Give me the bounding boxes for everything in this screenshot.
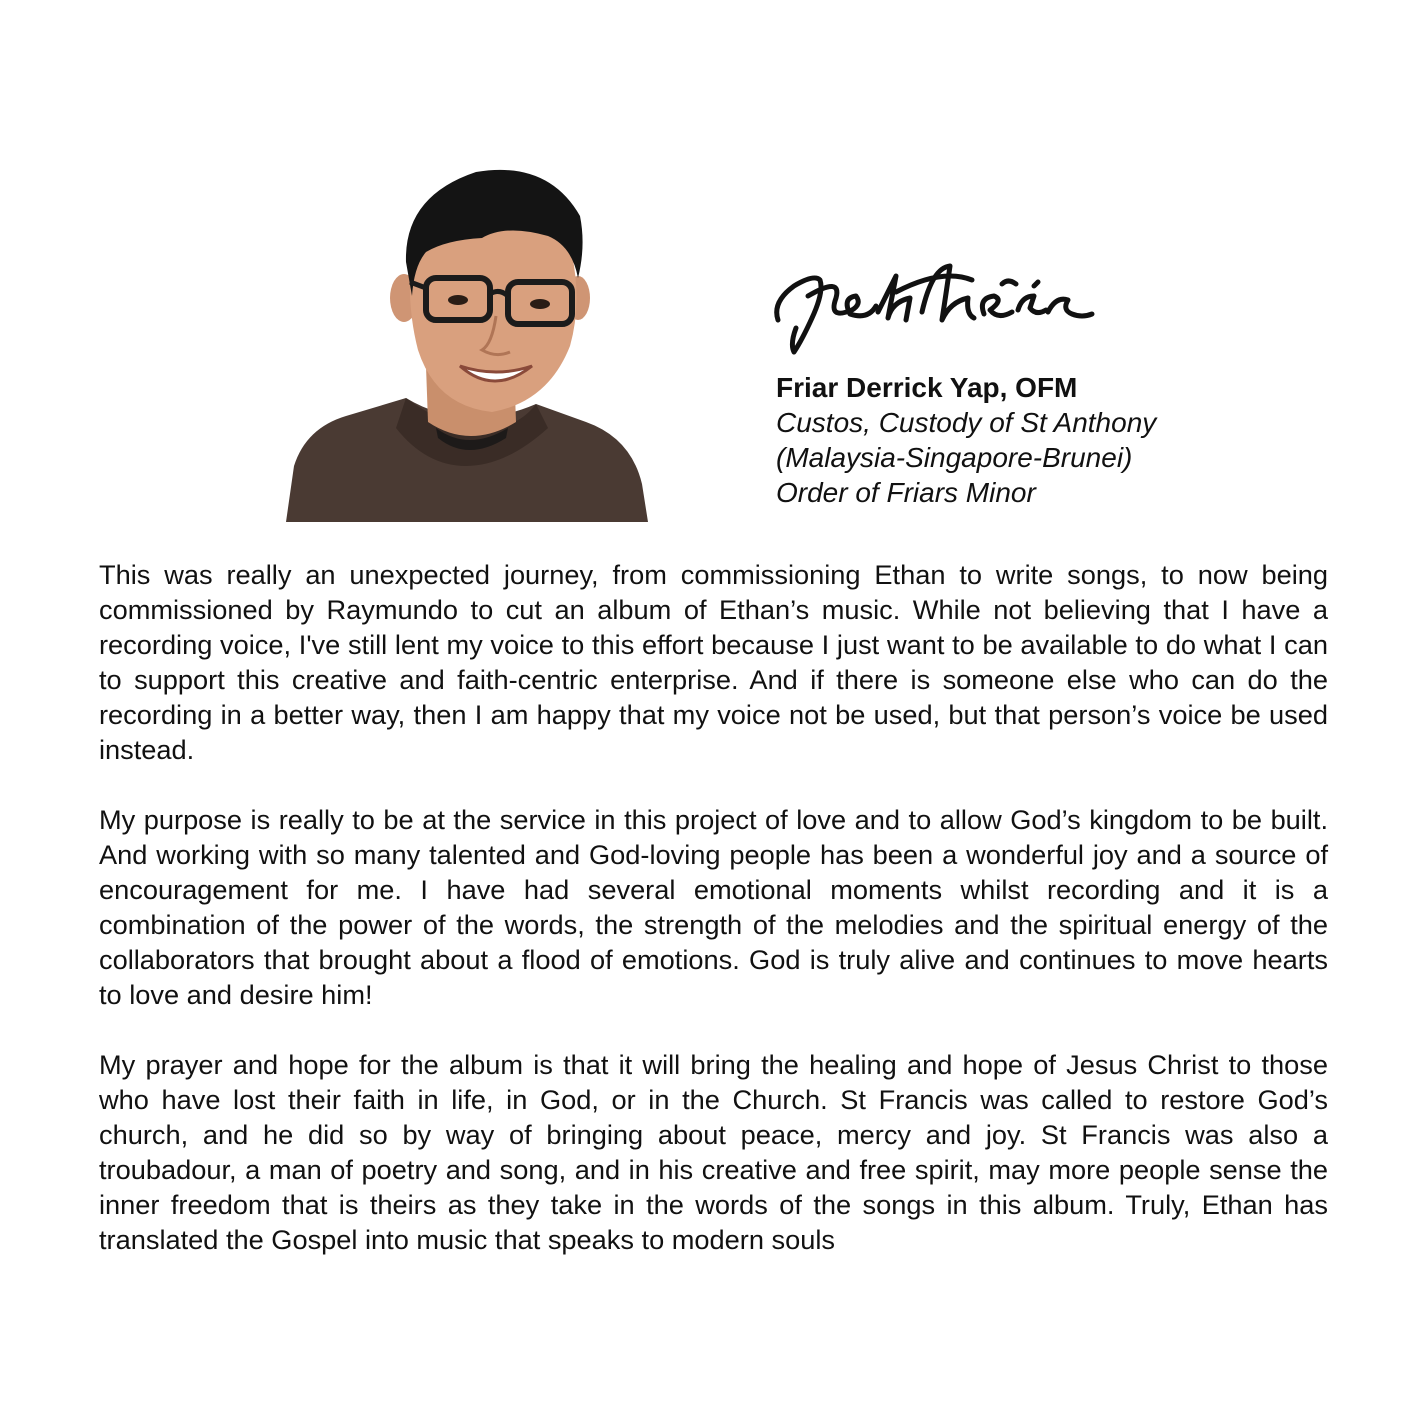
author-title-line: Custos, Custody of St Anthony	[776, 407, 1157, 438]
testimonial-body	[99, 557, 1328, 1292]
paragraph: This was really an unexpected journey, from commissioning Ethan to write songs, to now being commissioned by Raymundo to cut an album of Ethan’s music. While not believing that I have a recording voice, I've still lent my voice to this effort because I just want to be available to do what I can to support this creative and faith-centric enterprise. And if there is someone else who can do the recording in a better way, then I am happy that my voice not be used, but that person’s voice be used instead.	[99, 559, 1328, 765]
paragraph: My prayer and hope for the album is that it will bring the healing and hope of Jesus Christ to those who have lost their faith in life, in God, or in the Church. St Francis was called to restore God’s church, and he did so by way of bringing about peace, mercy and joy. St Francis was also a troubadour, a man of poetry and song, and in his creative and free spirit, may more people sense the inner freedom that is theirs as they take in the words of the songs in this album. Truly, Ethan has translated the Gospel into music that speaks to modern souls	[99, 1049, 1328, 1255]
portrait-photo	[286, 166, 650, 522]
paragraph: My purpose is really to be at the service in this project of love and to allow God’s kingdom to be built. And working with so many talented and God-loving people has been a wonderful joy and a source of encouragement for me. I have had several emotional moments whilst recording and it is a combination of the power of the words, the strength of the melodies and the spiritual energy of the collaborators that brought about a flood of emotions. God is truly alive and continues to move hearts to love and desire him!	[99, 804, 1328, 1010]
author-title-line: Order of Friars Minor	[776, 477, 1036, 508]
author-title-line: (Malaysia-Singapore-Brunei)	[776, 442, 1133, 473]
author-byline	[776, 370, 1336, 510]
author-name: Friar Derrick Yap, OFM	[776, 372, 1078, 403]
signature-image	[772, 258, 1102, 358]
